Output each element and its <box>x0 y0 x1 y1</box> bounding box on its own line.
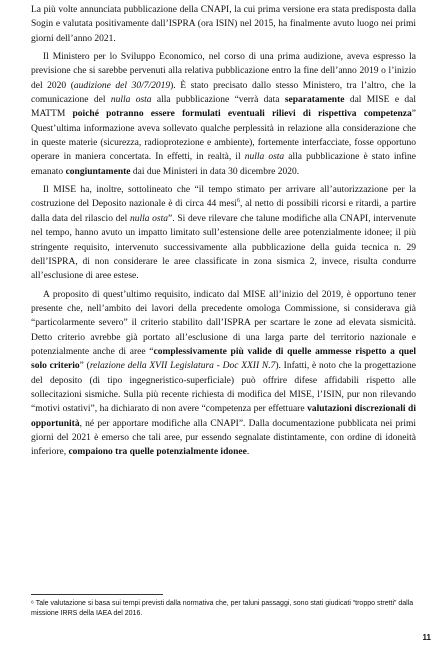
text-run: ” ( <box>79 361 90 372</box>
text-run: compaiono tra quelle potenzialmente idonee <box>68 447 247 458</box>
text-run: nulla osta <box>129 213 169 224</box>
text-run: nulla osta <box>110 95 152 106</box>
text-run: poiché potranno essere formulati eventuali rilievi di rispettiva competenza <box>72 109 412 120</box>
text-run: ” Quest’ultima informazione aveva sollevato qualche perplessità in relazione alla considerazione che in queste materie (sicurezza, radioprotezione e ambiente), fortemente interfacciate, fosse opportuno operare in maniera concertata. In effetti, in realtà, il <box>31 109 416 163</box>
text-run: ). È stato precisato dallo stesso Ministero, tra l’altro, che la comunicazione del <box>31 80 417 106</box>
text-run: dal MISE e dal MATTM <box>31 95 416 120</box>
paragraph <box>31 288 416 460</box>
text-run: . <box>246 447 250 458</box>
text-run: valutazioni discrezionali di opportunità <box>31 404 416 429</box>
footnote-6: ⁶ Tale valutazione si basa sui tempi previsti dalla normativa che, per taluni passaggi, sono stati giudicati “troppo stretti” dalla missione IRRS della IAEA del 2016. <box>31 600 414 617</box>
footnote-ref: 6 <box>236 198 240 205</box>
text-run: , al netto di possibili ricorsi e ritardi, a partire dalla data del rilascio del <box>31 199 416 224</box>
text-run: alla pubblicazione “verrà data <box>151 95 285 106</box>
text-run: ). Infatti, è noto che la progettazione del deposito (di tipo ingegneristico-superficiale) può offrire difese affidabili rispetto alle sollecitazioni sismiche. Sulla più recente richiesta di modifica del MISE, l’ISIN, pur non rilevando “motivi ostativi”, ha dichiarato di non avere “competenza per effettuare <box>31 361 416 415</box>
text-run: Il MISE ha, inoltre, sottolineato che “il tempo stimato per arrivare all’autorizzazione per la costruzione del Deposito nazionale è di circa 44 mesi <box>31 185 416 210</box>
paragraph <box>31 50 416 179</box>
page-number: 11 <box>422 633 431 642</box>
text-run: separatamente <box>284 95 345 106</box>
text-run: audizione del 30/7/2019 <box>73 80 171 91</box>
text-run: ”. Si deve rilevare che talune modifiche alla CNAPI, intervenute nel tempo, hanno avuto un impatto limitato sull’estensione delle aree potenzialmente idonee; il più stringente requisito, intervenuto successivamente alla pubblicazione della guida tecnica n. 29 dell’ISPRA, di non considerare le aree classificate in zona sismica 2, invece, risulta condurre all’esclusione di aree estese. <box>31 213 416 282</box>
text-run: La più volte annunciata pubblicazione della CNAPI, la cui prima versione era stata predisposta dalla Sogin e valutata positivamente dall’ISPRA (ora ISIN) nel 2015, ha finalmente avuto luogo nei primi giorni dell’anno 2021. <box>31 5 416 44</box>
main-text <box>31 3 416 464</box>
text-run: A proposito di quest’ultimo requisito, indicato dal MISE all’inizio del 2019, è opportuno tener presente che, nell’ambito dei lavori della precedente omologa Commissione, si considerava già “particolarmente severo” il criterio stabilito dall’ISPRA per scartare le zone ad elevata sismicità. Detto criterio avrebbe già portato all’esclusione di una larga parte del territorio nazionale e potenzialmente anche di aree “ <box>31 289 416 357</box>
text-run: nulla osta <box>244 152 285 163</box>
text-run: dai due Ministeri in data 30 dicembre 2020. <box>130 166 300 177</box>
text-run: congiuntamente <box>65 166 131 177</box>
text-run: complessivamente più valide di quelle ammesse rispetto a quel solo criterio <box>31 346 416 372</box>
text-run: Il Ministero per lo Sviluppo Economico, nel corso di una prima audizione, aveva espresso la previsione che si sarebbe pervenuti alla relativa pubblicazione entro la fine dell’anno 2019 o l’inizio del 2020 ( <box>31 52 416 91</box>
text-run: , né per apportare modifiche alla CNAPI”. Dalla documentazione pubblicata nei primi giorni del 2021 è emerso che tali aree, pur essendo segnalate distintamente, con ordine di idoneità inferiore, <box>31 418 416 458</box>
footnote-divider <box>31 594 163 595</box>
paragraph <box>31 183 416 283</box>
text-run: alla pubblicazione è stato infine emanato <box>31 152 416 177</box>
paragraph <box>31 3 416 46</box>
text-run: relazione della XVII Legislatura - Doc XXII N.7 <box>89 361 276 372</box>
